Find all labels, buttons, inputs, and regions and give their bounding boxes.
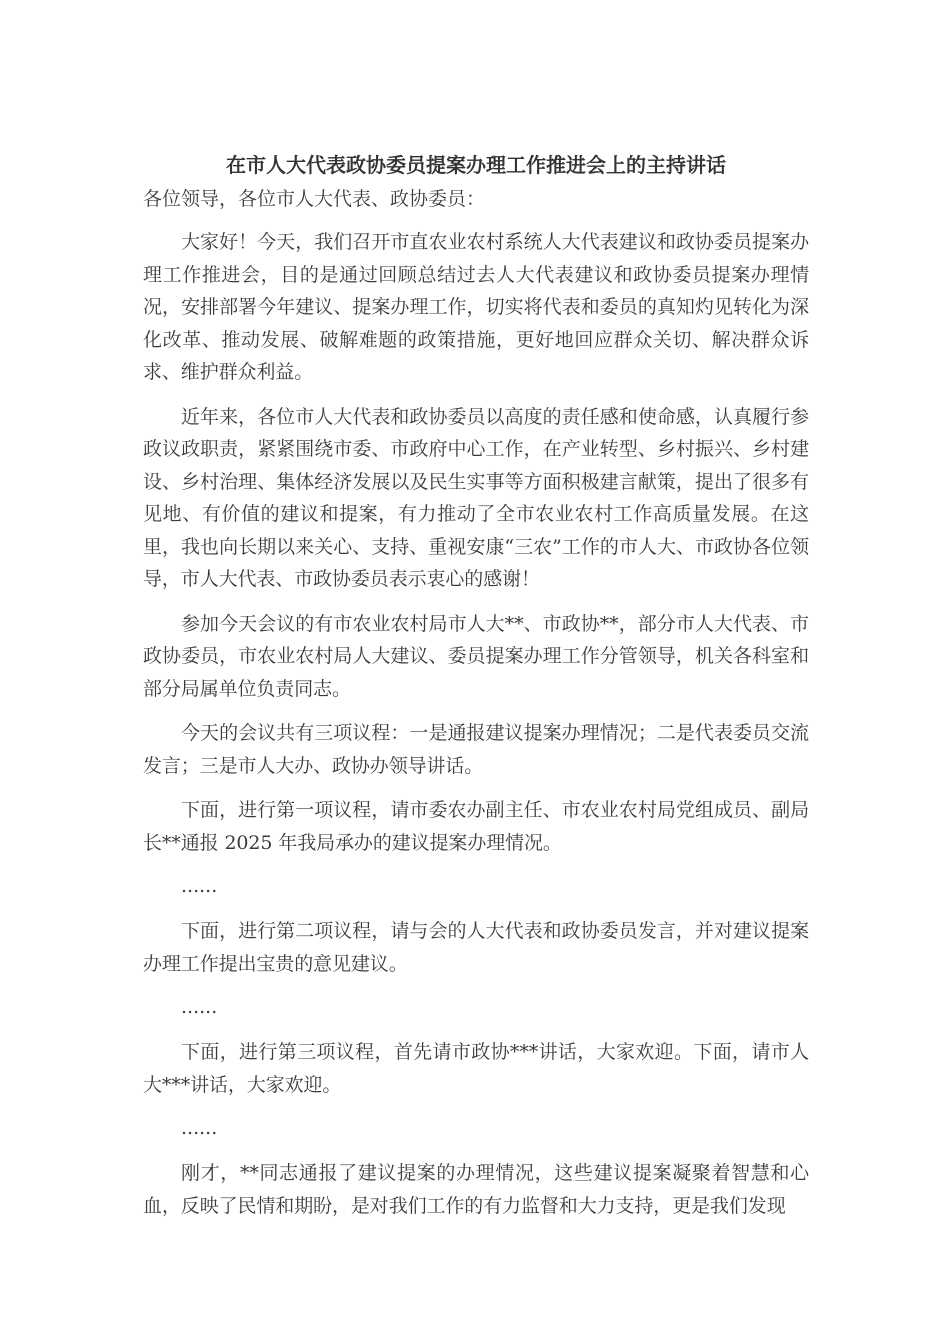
document-title: 在市人大代表政协委员提案办理工作推进会上的主持讲话 [226,153,726,177]
salutation: 各位领导，各位市人大代表、政协委员： [143,188,486,210]
paragraph-agenda-item-2: 下面，进行第二项议程，请与会的人大代表和政协委员发言，并对建议提案办理工作提出宝贵的意见建议。 [143,920,809,975]
ellipsis-3: ...... [181,1117,218,1139]
paragraph-agenda: 今天的会议共有三项议程：一是通报建议提案办理情况；二是代表委员交流发言；三是市人大办、政协办领导讲话。 [143,722,809,777]
paragraph-closing: 刚才，**同志通报了建议提案的办理情况，这些建议提案凝聚着智慧和心血，反映了民情和期盼，是对我们工作的有力监督和大力支持，更是我们发现 [143,1162,809,1217]
paragraph-agenda-item-3: 下面，进行第三项议程，首先请市政协***讲话，大家欢迎。下面，请市人大***讲话，大家欢迎。 [143,1041,809,1096]
paragraph-opening: 大家好！今天，我们召开市直农业农村系统人大代表建议和政协委员提案办理工作推进会，目的是通过回顾总结过去人大代表建议和政协委员提案办理情况，安排部署今年建议、提案办理工作，切实将代表和委员的真知灼见转化为深化改革、推动发展、破解难题的政策措施，更好地回应群众关切、解决群众诉求、维护群众利益。 [143,231,809,383]
document-page [143,146,809,1234]
paragraph-agenda-item-1: 下面，进行第一项议程，请市委农办副主任、市农业农村局党组成员、副局长**通报 2025 年我局承办的建议提案办理情况。 [143,799,809,854]
ellipsis-2: ...... [181,996,218,1018]
paragraph-review: 近年来，各位市人大代表和政协委员以高度的责任感和使命感，认真履行参政议政职责，紧紧围绕市委、市政府中心工作，在产业转型、乡村振兴、乡村建设、乡村治理、集体经济发展以及民生实事等方面积极建言献策，提出了很多有见地、有价值的建议和提案，有力推动了全市农业农村工作高质量发展。在这里，我也向长期以来关心、支持、重视安康“三农”工作的市人大、市政协各位领导，市人大代表、市政协委员表示衷心的感谢！ [143,405,809,590]
paragraph-attendees: 参加今天会议的有市农业农村局市人大**、市政协**，部分市人大代表、市政协委员，市农业农村局人大建议、委员提案办理工作分管领导，机关各科室和部分局属单位负责同志。 [143,612,809,700]
ellipsis-1: ...... [181,875,218,897]
